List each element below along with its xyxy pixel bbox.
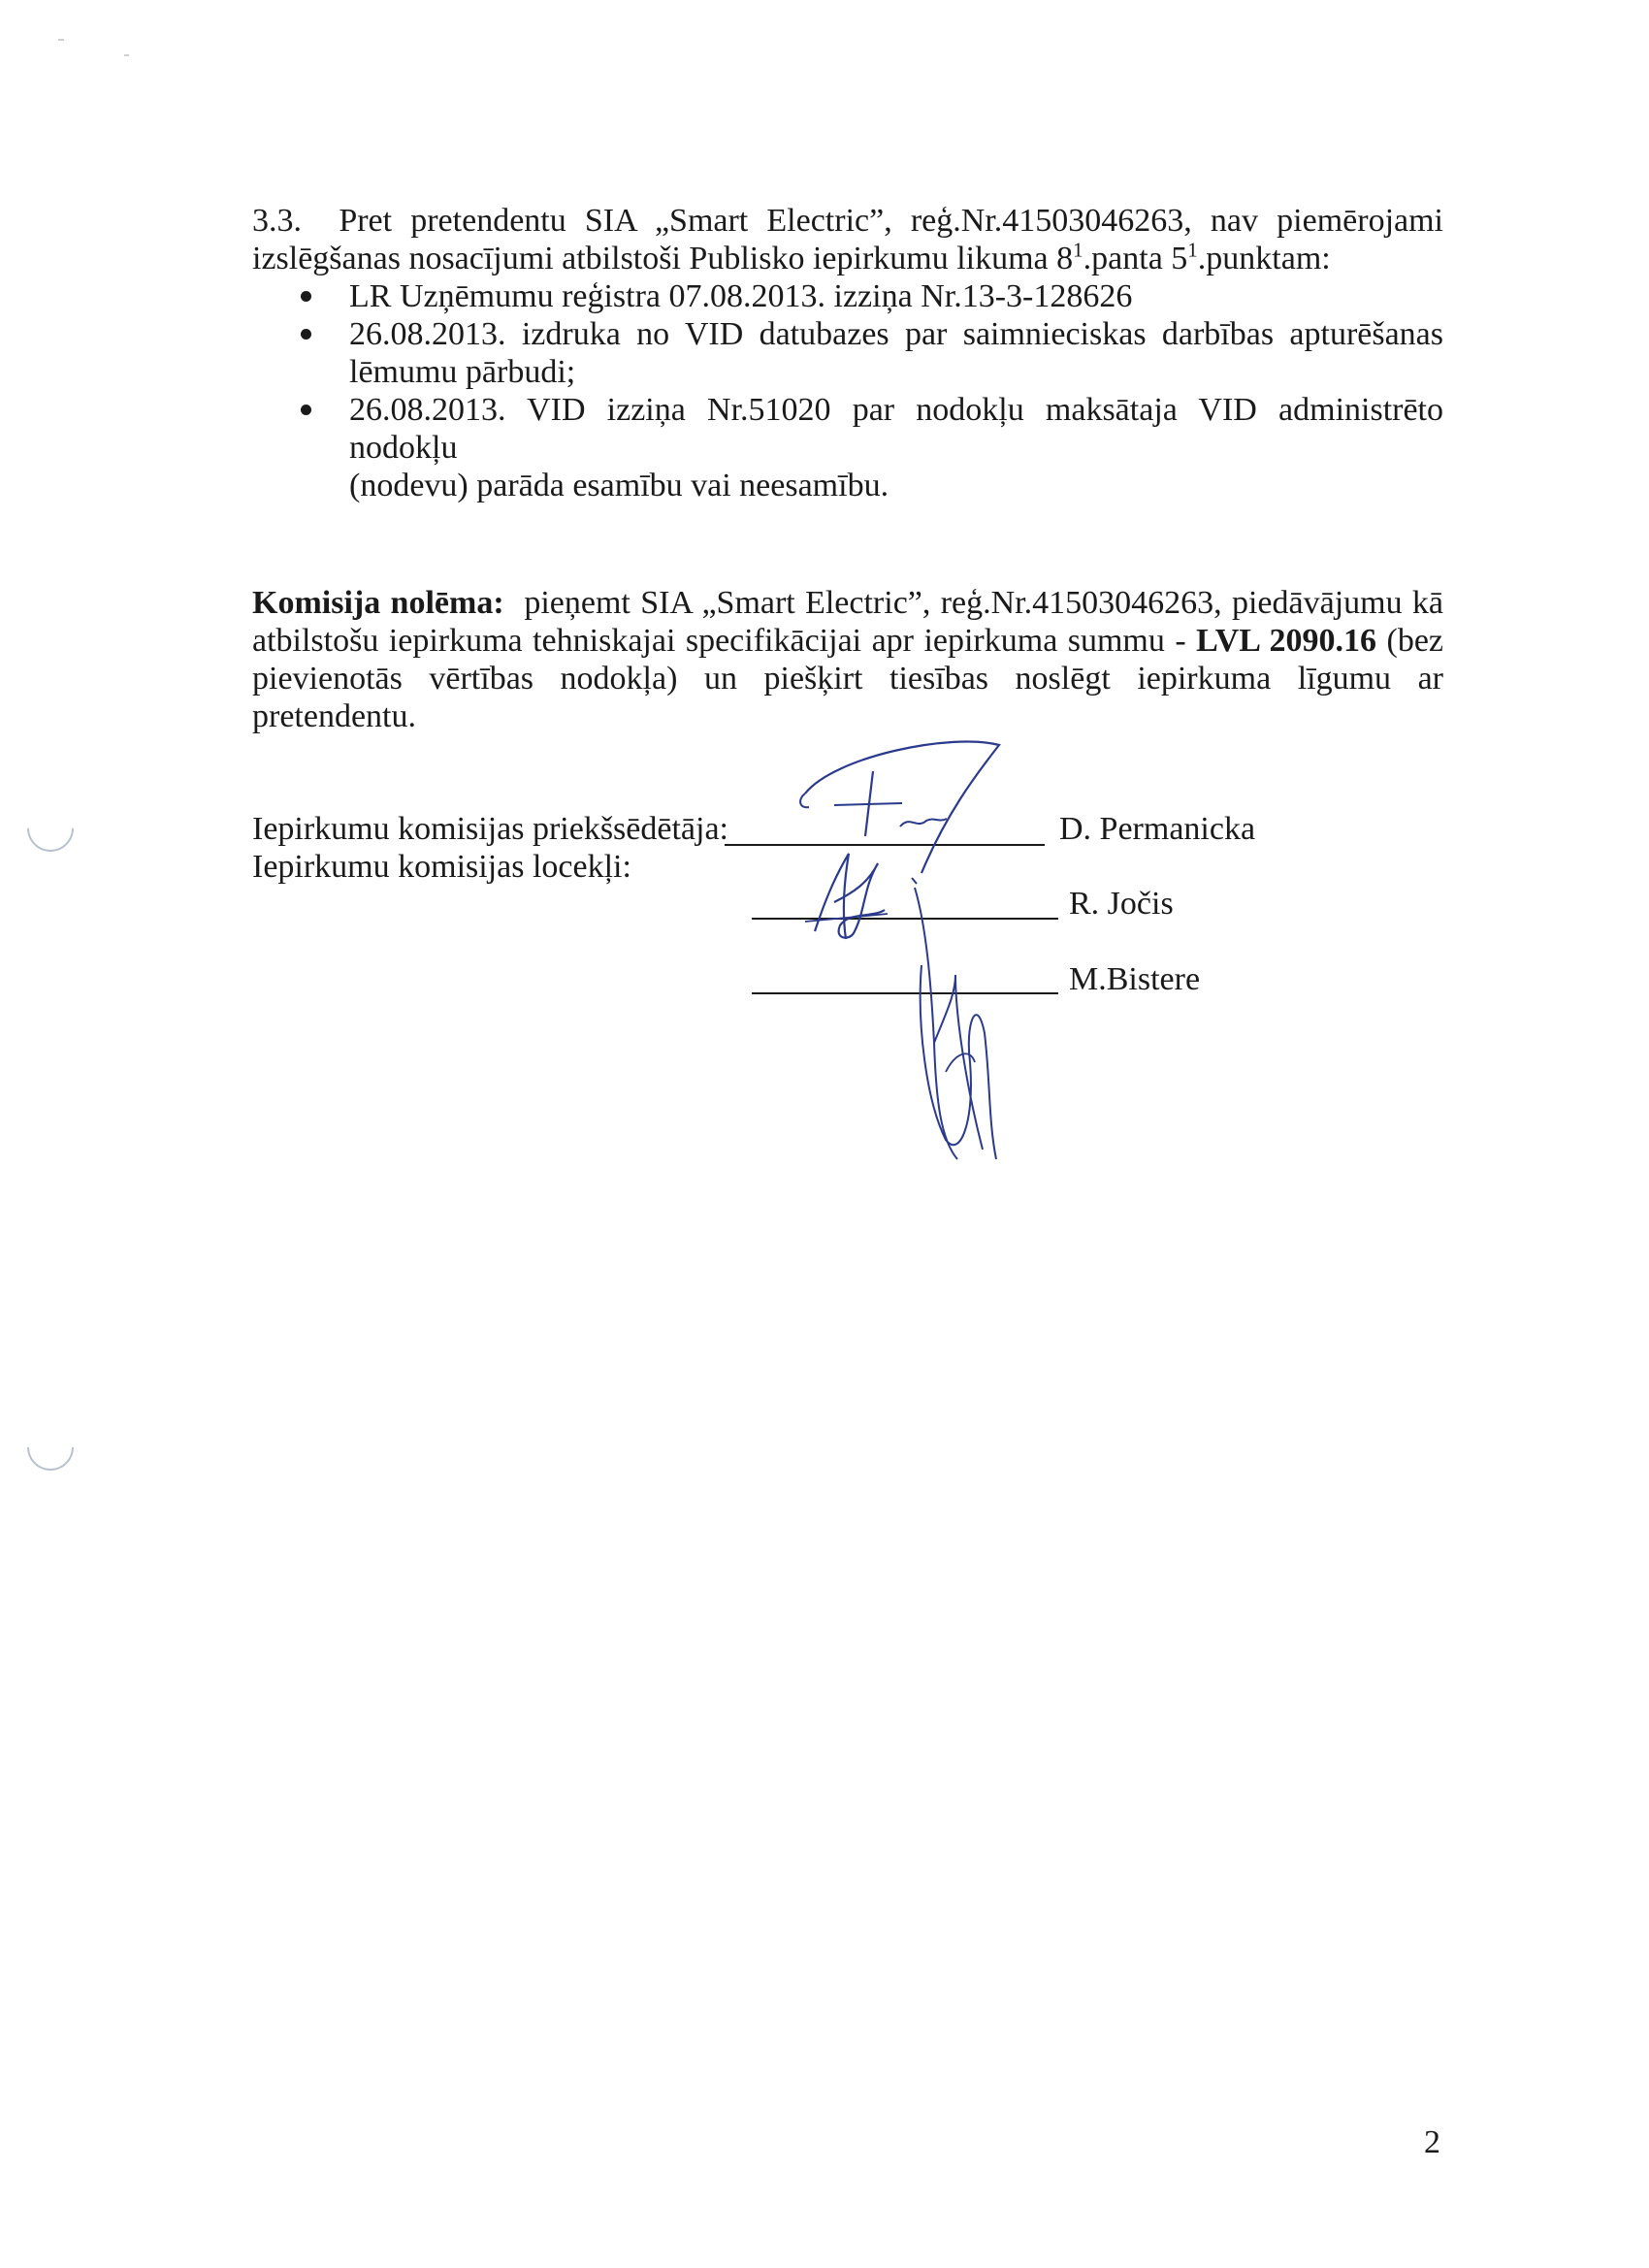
- list-item: [296, 277, 1443, 315]
- list-item: [296, 391, 1443, 504]
- bullet-icon: [301, 329, 311, 340]
- list-item-text: 26.08.2013. VID izziņa Nr.51020 par nodokļu maksātaja VID administrēto nodokļu: [349, 392, 1443, 466]
- decision-line-1: [252, 584, 1443, 622]
- document-list: [296, 277, 1443, 504]
- list-item-text: 26.08.2013. izdruka no VID datubazes par saimnieciskas darbības apturēšanas: [349, 316, 1443, 352]
- section-number: 3.3.: [252, 203, 302, 239]
- superscript: 1: [1187, 238, 1198, 262]
- decision-text: atbilstošu iepirkuma tehniskajai specifikācijai apr iepirkuma summu -: [252, 623, 1186, 659]
- scan-mark: [124, 54, 129, 56]
- list-item-text: LR Uzņēmumu reģistra 07.08.2013. izziņa Nr.13-3-128626: [349, 278, 1133, 314]
- section-text: izslēgšanas nosacījumi atbilstoši Publisko iepirkumu likuma 8: [252, 241, 1074, 276]
- section-text: .punktam:: [1197, 241, 1331, 276]
- decision-text: (bez: [1386, 623, 1444, 659]
- chair-label: Iepirkumu komisijas priekšsēdētāja:: [252, 811, 728, 847]
- list-item: [296, 315, 1443, 391]
- member2-signature: [888, 868, 1014, 1169]
- member1-signature: [795, 844, 902, 951]
- member2-name: M.Bistere: [1069, 961, 1201, 997]
- decision-label: Komisija nolēma:: [252, 585, 504, 621]
- punch-hole: [17, 795, 83, 861]
- decision-line-2: [252, 622, 1443, 660]
- list-item-text: lēmumu pārbudi;: [349, 354, 576, 390]
- members-label: Iepirkumu komisijas locekļi:: [252, 849, 631, 885]
- section-text: Pret pretendentu SIA „Smart Electric”, reģ.Nr.41503046263, nav piemērojami: [339, 203, 1443, 239]
- decision-line-3: pievienotās vērtības nodokļa) un piešķirt tiesības noslēgt iepirkuma līgumu ar: [252, 661, 1443, 697]
- bullet-icon: [301, 291, 311, 302]
- bullet-icon: [301, 405, 311, 415]
- section-3-3-line-2: [252, 240, 1443, 277]
- page-number: 2: [1424, 2124, 1440, 2160]
- list-item-text: (nodevu) parāda esamību vai neesamību.: [349, 468, 889, 503]
- decision-line-4: pretendentu.: [252, 698, 416, 734]
- member1-name: R. Jočis: [1069, 886, 1174, 922]
- decision-amount: LVL 2090.16: [1196, 623, 1377, 659]
- section-text: .panta 5: [1083, 241, 1188, 276]
- scan-mark: [58, 39, 64, 41]
- punch-hole: [17, 1414, 83, 1480]
- section-3-3-line-1: [252, 202, 1443, 240]
- chair-name: D. Permanicka: [1059, 811, 1256, 847]
- decision-text: pieņemt SIA „Smart Electric”, reģ.Nr.41503046263, piedāvājumu kā: [524, 585, 1444, 621]
- superscript: 1: [1073, 238, 1083, 262]
